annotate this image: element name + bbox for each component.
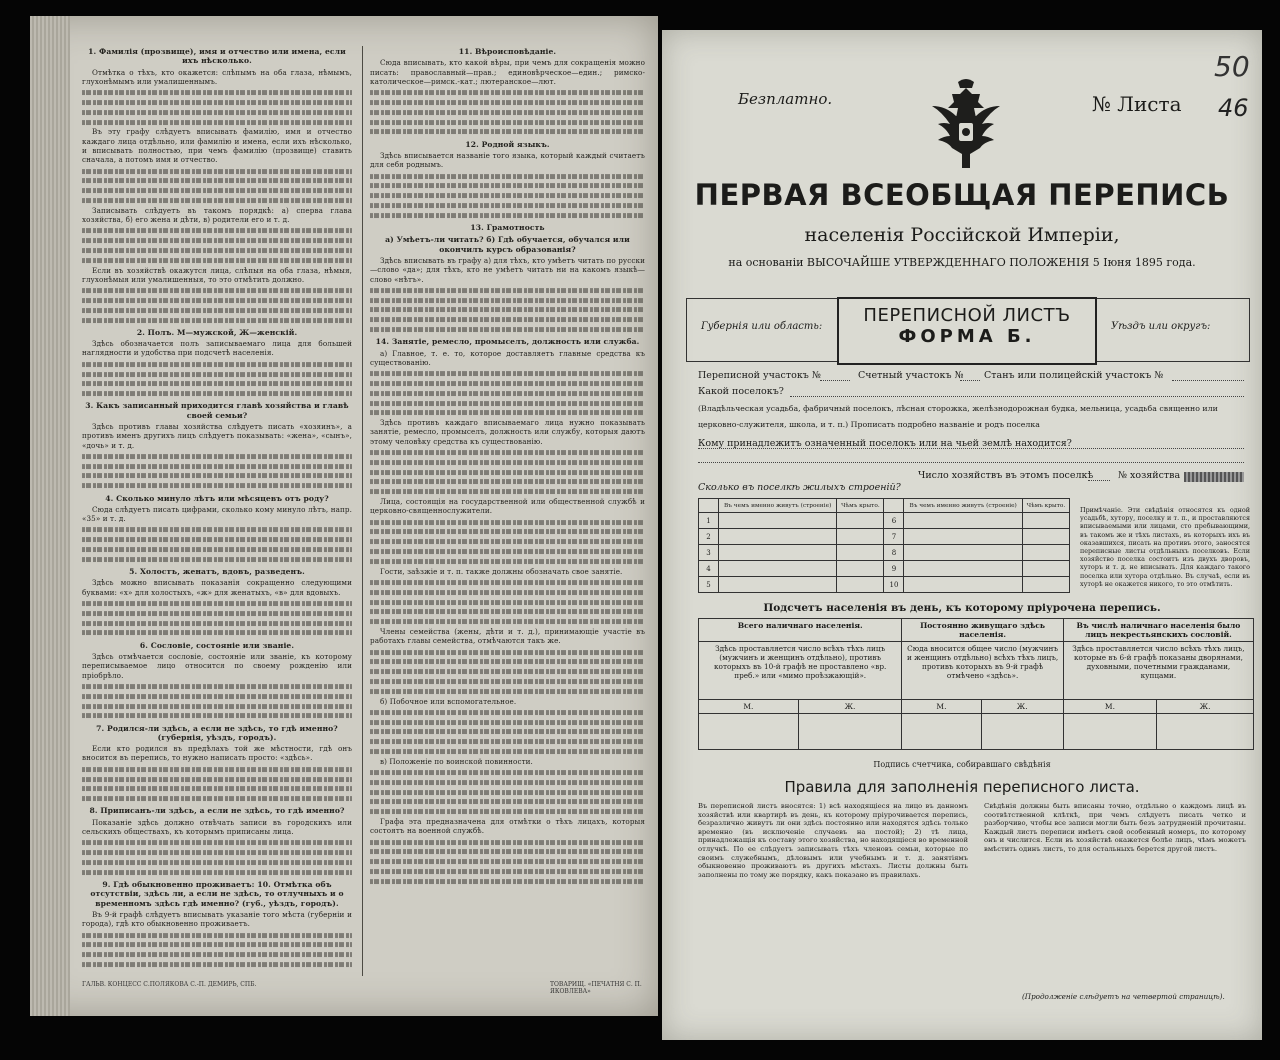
- small-print-line: [82, 308, 352, 313]
- section-heading: 1. Фамилія (прозвище), имя и отчество или имена, если ихъ нѣсколько.: [88, 47, 346, 66]
- population-count-table: [698, 618, 1254, 750]
- small-print-line: [82, 870, 352, 875]
- section-text: Здѣсь вписывать въ графу а) для тѣхъ, кто умѣетъ читать по русски—слово «да»; для тѣхъ, кто не умѣетъ читать ни на какомъ языкѣ—слово «нѣтъ».: [370, 255, 645, 284]
- small-print-line: [370, 100, 645, 105]
- dwellings-row-number: 7: [884, 529, 904, 545]
- dwellings-cell[interactable]: [837, 545, 884, 561]
- section-text: Графа эта предназначена для отмѣтки о тѣхъ лицахъ, которыя состоятъ на военной службѣ.: [370, 817, 645, 836]
- dwellings-cell[interactable]: [719, 529, 837, 545]
- small-print-line: [370, 110, 645, 115]
- non-peasant-male-cell[interactable]: [1063, 714, 1156, 750]
- small-print-line: [370, 659, 645, 664]
- dwellings-row-number: 4: [699, 561, 719, 577]
- dwellings-head-roof-2: Чѣмъ крыто.: [1022, 499, 1069, 513]
- settlement-hint-2: церковно-служителя, школа, и т. п.) Прописать подробно названіе и родъ поселка: [698, 420, 1040, 429]
- section-text: Сюда вписывать, кто какой вѣры, при чемъ для сокращенія можно писать: православный—прав.; единовѣрческое—един.; римско-католическое—римск.-кат.; лютеранское—лют.: [370, 58, 645, 86]
- dwellings-cell[interactable]: [837, 577, 884, 593]
- non-peasant-head: Въ числѣ наличнаго населенія было лицъ некрестьянскихъ сословій.: [1063, 619, 1253, 642]
- section-heading: 5. Холостъ, женатъ, вдовъ, разведенъ.: [129, 567, 305, 577]
- county-label: Уѣздъ или округъ:: [1111, 321, 1211, 332]
- dwellings-row-number: 10: [884, 577, 904, 593]
- small-print-line: [370, 580, 645, 585]
- dwellings-row-number: 5: [699, 577, 719, 593]
- small-print-line: [370, 120, 645, 125]
- dwellings-cell[interactable]: [1022, 529, 1069, 545]
- dwellings-cell[interactable]: [904, 561, 1022, 577]
- small-print-line: [370, 470, 645, 475]
- household-number-field: № хозяйства: [1118, 470, 1181, 481]
- small-print-line: [370, 710, 645, 715]
- province-label: Губернія или область:: [701, 321, 823, 332]
- small-print-line: [82, 840, 352, 845]
- census-sheet-label: ПЕРЕПИСНОЙ ЛИСТЪ: [863, 305, 1071, 326]
- small-print-line: [82, 169, 352, 174]
- section-heading: а) Умѣетъ-ли читать? б) Гдѣ обучается, обучался или окончилъ курсъ образованія?: [385, 235, 630, 254]
- section-heading: 2. Полъ. М—мужской, Ж—женскій.: [136, 327, 298, 337]
- count-district-line: [960, 380, 980, 381]
- small-print-line: [370, 850, 645, 855]
- small-print-line: [370, 869, 645, 874]
- rules-title: Правила для заполненія переписного листа.: [784, 778, 1140, 796]
- small-print-line: [82, 962, 352, 967]
- small-print-line: [82, 933, 352, 938]
- dwellings-cell[interactable]: [837, 513, 884, 529]
- small-print-line: [370, 381, 645, 386]
- small-print-line: [82, 942, 352, 947]
- census-form-page: [662, 30, 1262, 1040]
- dwellings-row: [699, 561, 1070, 577]
- male-label: М.: [699, 700, 799, 714]
- small-print-line: [82, 537, 352, 542]
- total-population-head: Всего наличнаго населенія.: [699, 619, 902, 642]
- dwellings-cell[interactable]: [1022, 561, 1069, 577]
- small-print-line: [370, 609, 645, 614]
- small-print-line: [82, 483, 352, 488]
- left-text-column-2: [370, 44, 645, 887]
- small-print-line: [82, 90, 352, 95]
- small-print-line: [82, 381, 352, 386]
- total-male-cell[interactable]: [699, 714, 799, 750]
- dwellings-cell[interactable]: [904, 513, 1022, 529]
- dwellings-head-building-2: Въ чемъ именно живутъ (строеніе): [904, 499, 1022, 513]
- small-print-line: [370, 809, 645, 814]
- small-print-line: [370, 489, 645, 494]
- household-number-stamp: [1184, 472, 1244, 482]
- small-print-line: [370, 450, 645, 455]
- police-station-line: [1172, 380, 1244, 381]
- dwellings-question: Сколько въ поселкѣ жилыхъ строеній?: [698, 482, 901, 493]
- small-print-line: [370, 739, 645, 744]
- form-type-box: [837, 297, 1097, 365]
- small-print-line: [370, 650, 645, 655]
- small-print-line: [370, 327, 645, 332]
- small-print-line: [82, 238, 352, 243]
- small-print-line: [82, 557, 352, 562]
- section-text: Показаніе здѣсь должно отвѣчать записи въ городскихъ или сельскихъ обществахъ, къ которымъ приписаны лица.: [82, 817, 352, 837]
- dwellings-cell[interactable]: [837, 529, 884, 545]
- small-print-line: [370, 619, 645, 624]
- settlement-line: [790, 396, 1244, 397]
- form-b-label: ФОРМА Б.: [898, 326, 1036, 347]
- column-divider: [362, 46, 363, 976]
- page-stack-edge: [30, 16, 70, 1016]
- small-print-line: [82, 631, 352, 636]
- dwellings-cell[interactable]: [1022, 577, 1069, 593]
- region-header-box: [686, 298, 1250, 362]
- small-print-line: [370, 298, 645, 303]
- section-text: Гости, заѣзжіе и т. п. также должны обозначать свое занятіе.: [380, 566, 623, 576]
- small-print-line: [370, 840, 645, 845]
- small-print-line: [370, 129, 645, 134]
- small-print-line: [82, 110, 352, 115]
- small-print-line: [82, 796, 352, 801]
- section-text: Здѣсь отмѣчается сословіе, состояніе или званіе, къ которому переписываемое лицо относится по своему рожденію или пріобрѣло.: [82, 652, 352, 680]
- small-print-line: [370, 90, 645, 95]
- dwellings-row: [699, 529, 1070, 545]
- small-print-line: [370, 391, 645, 396]
- small-print-line: [82, 621, 352, 626]
- small-print-line: [82, 372, 352, 377]
- small-print-line: [82, 120, 352, 125]
- small-print-line: [82, 547, 352, 552]
- small-print-line: [370, 729, 645, 734]
- small-print-line: [82, 611, 352, 616]
- dwellings-table: [698, 498, 1070, 593]
- small-print-line: [82, 786, 352, 791]
- section-text: Записывать слѣдуетъ въ такомъ порядкѣ: а) сперва глава хозяйства, б) его жена и дѣти, в) родители его и т. д.: [82, 205, 352, 225]
- section-heading: 4. Сколько минуло лѣтъ или мѣсяцевъ отъ роду?: [105, 493, 329, 503]
- permanent-female-cell[interactable]: [981, 714, 1063, 750]
- small-print-line: [82, 713, 352, 718]
- small-print-line: [370, 669, 645, 674]
- section-text: Въ 9-й графѣ слѣдуетъ вписывать указаніе того мѣста (губерніи и города), гдѣ кто обыкновенно проживаетъ.: [82, 909, 352, 929]
- small-print-line: [82, 464, 352, 469]
- dwellings-cell[interactable]: [904, 545, 1022, 561]
- enumerator-signature-label: Подпись счетчика, собиравшаго свѣдѣнія: [873, 760, 1051, 769]
- dwellings-cell[interactable]: [719, 561, 837, 577]
- section-text: Члены семейства (жены, дѣти и т. д.), принимающіе участіе въ работахъ главы семейства, отмѣчаются такъ же.: [370, 626, 645, 646]
- dwellings-row-number: 2: [699, 529, 719, 545]
- small-print-line: [82, 362, 352, 367]
- small-print-line: [370, 539, 645, 544]
- small-print-line: [82, 952, 352, 957]
- small-print-line: [370, 401, 645, 406]
- total-population-desc: Здѣсь проставляется число всѣхъ тѣхъ лицъ (мужчинъ и женщинъ отдѣльно), противъ которыхъ въ 10-й графѣ не проставлено «вр. преб.» или «мимо проѣзжающій».: [699, 642, 902, 700]
- small-print-line: [82, 850, 352, 855]
- small-print-line: [370, 317, 645, 322]
- dwellings-cell[interactable]: [1022, 513, 1069, 529]
- small-print-line: [370, 174, 645, 179]
- section-heading: 8. Приписанъ-ли здѣсь, а если не здѣсь, то гдѣ именно?: [89, 806, 345, 816]
- population-count-title: Подсчетъ населенія въ день, къ которому пріурочена перепись.: [763, 602, 1161, 614]
- small-print-line: [82, 288, 352, 293]
- female-label: Ж.: [798, 700, 902, 714]
- small-print-line: [370, 371, 645, 376]
- small-print-line: [370, 520, 645, 525]
- female-label: Ж.: [981, 700, 1063, 714]
- small-print-line: [370, 559, 645, 564]
- section-heading: 12. Родной языкъ.: [465, 139, 550, 149]
- non-peasant-desc: Здѣсь проставляется число всѣхъ тѣхъ лицъ, которые въ 6-й графѣ показаны дворянами, духовными, почетными гражданами, купцами.: [1063, 642, 1253, 700]
- small-print-line: [82, 228, 352, 233]
- small-print-line: [370, 600, 645, 605]
- small-print-line: [82, 258, 352, 263]
- small-print-line: [82, 704, 352, 709]
- small-print-line: [82, 528, 352, 533]
- dwellings-row: [699, 513, 1070, 529]
- small-print-line: [370, 308, 645, 313]
- dwellings-cell[interactable]: [904, 577, 1022, 593]
- section-heading: 11. Вѣроисповѣданіе.: [458, 47, 557, 56]
- small-print-line: [370, 193, 645, 198]
- dwellings-note: Примѣчаніе. Эти свѣдѣнія относятся къ одной усадьбѣ, хутору, поселку и т. п., и проставляются вписываемыми или лицами, сто пребывающими, въ такомъ же и тѣхъ листахъ, въ которыхъ ихъ въ оказавшихся, писать на противъ этого, заносятся переписные листы отдѣльныхъ поселковъ. Если хозяйство поселка состоитъ изъ двухъ дворовъ, хуторъ и т. д. не вписывать. Для каждаго такого поселка или хутора отдѣльно. Въ случаѣ, если въ хуторѣ не окажется никого, то это отмѣтить.: [1080, 506, 1250, 588]
- count-district-field: Счетный участокъ №: [858, 370, 964, 381]
- police-station-field: Станъ или полицейскій участокъ №: [984, 370, 1164, 381]
- handwritten-top-number: 50: [1214, 50, 1250, 83]
- small-print-line: [370, 770, 645, 775]
- small-print-line: [82, 860, 352, 865]
- left-text-column-1: [82, 44, 352, 970]
- small-print-line: [82, 694, 352, 699]
- section-text: Здѣсь вписывается названіе того языка, который каждый считаетъ для себя роднымъ.: [370, 150, 645, 170]
- dwellings-row-number: 8: [884, 545, 904, 561]
- section-heading: 3. Какъ записанный приходится главѣ хозяйства и главѣ своей семьи?: [85, 401, 349, 420]
- section-text: Здѣсь противъ главы хозяйства слѣдуетъ писать «хозяинъ», а противъ именъ другихъ лицъ слѣдуетъ показывать: «жена», «сынъ», «дочь» и т. д.: [82, 421, 352, 450]
- section-heading: 7. Родился-ли здѣсь, а если не здѣсь, то гдѣ именно? (губернія, уѣздъ, городъ).: [96, 723, 338, 742]
- small-print-line: [82, 474, 352, 479]
- small-print-line: [370, 790, 645, 795]
- section-heading: 13. Грамотность: [470, 223, 545, 233]
- dwellings-row: [699, 577, 1070, 593]
- small-print-line: [370, 549, 645, 554]
- total-female-cell[interactable]: [798, 714, 902, 750]
- small-print-line: [370, 213, 645, 218]
- male-label: М.: [1063, 700, 1156, 714]
- female-label: Ж.: [1157, 700, 1254, 714]
- handwritten-sheet-number: 46: [1218, 94, 1249, 122]
- dwellings-head-roof: Чѣмъ крыто.: [837, 499, 884, 513]
- census-district-field: Переписной участокъ №: [698, 370, 821, 381]
- owner-line: [698, 462, 1244, 463]
- form-subtitle: населенія Россійской Имперіи,: [804, 224, 1120, 246]
- households-line: [1088, 480, 1110, 481]
- small-print-line: [370, 480, 645, 485]
- small-print-line: [82, 100, 352, 105]
- settlement-field: Какой поселокъ?: [698, 386, 784, 397]
- section-text: Сюда слѣдуетъ писать цифрами, сколько кому минуло лѣтъ, напр. «35» и т. д.: [82, 504, 352, 524]
- small-print-line: [82, 601, 352, 606]
- dwellings-cell[interactable]: [904, 529, 1022, 545]
- permanent-male-cell[interactable]: [902, 714, 981, 750]
- continuation-note: (Продолженіе слѣдуетъ на четвертой страницѣ).: [1022, 992, 1225, 1001]
- section-text: в) Положеніе по воинской повинности.: [380, 756, 533, 766]
- settlement-hint: (Владѣльческая усадьба, фабричный поселокъ, лѣсная сторожка, желѣзнодорожная будка, мельница, усадьба священно или: [698, 404, 1218, 413]
- small-print-line: [82, 777, 352, 782]
- small-print-line: [82, 248, 352, 253]
- small-print-line: [82, 454, 352, 459]
- permanent-population-desc: Сюда вносится общее число (мужчинъ и женщинъ отдѣльно) всѣхъ тѣхъ лицъ, противъ которыхъ въ 9-й графѣ отмѣчено «здѣсь».: [902, 642, 1064, 700]
- dwellings-row-number: 3: [699, 545, 719, 561]
- section-text: а) Главное, т. е. то, которое доставляетъ главные средства къ существованію.: [370, 348, 645, 367]
- small-print-line: [370, 183, 645, 188]
- small-print-line: [82, 178, 352, 183]
- small-print-line: [82, 198, 352, 203]
- small-print-line: [370, 800, 645, 805]
- dwellings-row: [699, 545, 1070, 561]
- non-peasant-female-cell[interactable]: [1157, 714, 1254, 750]
- small-print-line: [370, 689, 645, 694]
- form-main-title: ПЕРВАЯ ВСЕОБЩАЯ ПЕРЕПИСЬ: [694, 178, 1230, 212]
- small-print-line: [82, 298, 352, 303]
- section-heading: 6. Сословіе, состояніе или званіе.: [139, 640, 295, 650]
- dwellings-head-building: Въ чемъ именно живутъ (строеніе): [719, 499, 837, 513]
- section-text: Здѣсь можно вписывать показанія сокращенно следующими буквами: «х» для холостыхъ, «ж» для женатыхъ, «в» для вдовыхъ.: [82, 578, 352, 597]
- dwellings-row-number: 1: [699, 513, 719, 529]
- section-text: Здѣсь обозначается полъ записываемаго лица для большей наглядности и удобства при подсчетѣ населенія.: [82, 339, 352, 358]
- rules-column-2: Свѣдѣнія должны быть вписаны точно, отдѣльно о каждомъ лицѣ въ соотвѣтственной клѣткѣ, при чемъ слѣдуетъ писать четко и разборчиво, чтобы все записи могли быть безъ затрудненій прочитаны. Каждый листъ переписи имѣетъ свой особенный номеръ, по которому онъ и числится. Если въ хозяйствѣ окажется болѣе лицъ, чѣмъ можетъ вмѣстить одинъ листъ, то для остальныхъ берется другой листъ.: [984, 802, 1246, 853]
- section-text: Здѣсь противъ каждаго вписываемаго лица нужно показывать занятіе, ремесло, промыселъ, должность или службу, которыя даютъ этому человѣку средства къ существованію.: [370, 418, 645, 446]
- section-heading: 14. Занятіе, ремесло, промыселъ, должность или служба.: [375, 337, 640, 347]
- small-print-line: [370, 879, 645, 884]
- dwellings-cell[interactable]: [837, 561, 884, 577]
- small-print-line: [370, 720, 645, 725]
- dwellings-cell[interactable]: [719, 577, 837, 593]
- dwellings-row-number: 9: [884, 561, 904, 577]
- dwellings-cell[interactable]: [719, 513, 837, 529]
- small-print-line: [82, 767, 352, 772]
- small-print-line: [370, 590, 645, 595]
- small-print-line: [370, 530, 645, 535]
- small-print-line: [370, 203, 645, 208]
- owner-field: Кому принадлежитъ означенный поселокъ или на чьей землѣ находится?: [698, 438, 1072, 449]
- small-print-line: [82, 684, 352, 689]
- small-print-line: [370, 288, 645, 293]
- small-print-line: [370, 859, 645, 864]
- section-text: Если въ хозяйствѣ окажутся лица, слѣпыя на оба глаза, нѣмыя, глухонѣмыя или умалишенныя, то это отмѣтить должно.: [82, 265, 352, 284]
- small-print-line: [82, 318, 352, 323]
- section-text: Если кто родился въ предѣлахъ той же мѣстности, гдѣ онъ вносится въ перепись, то нужно написать просто: «здѣсь».: [82, 744, 352, 763]
- rules-column-1: Въ переписной листъ вносятся: 1) всѣ находящіеся на лицо въ данномъ хозяйствѣ или квартирѣ въ день, къ которому пріурочивается перепись, безразлично живутъ ли они здѣсь постоянно или находятся здѣсь только временно (въ исключеніе случаевъ на постой); 2) тѣ лица, принадлежащія къ составу этого хозяйства, но находящіеся во временной отлучкѣ. По ее слѣдуетъ записывать тѣхъ членовъ семьи, которые по своимъ служебнымъ, дѣловымъ или учебнымъ и т. д. занятіямъ обыкновенно проживаютъ въ другихъ мѣстахъ. Листы должны быть заполнены по тому же порядку, какъ показано въ правилахъ.: [698, 802, 968, 879]
- imperial-eagle-icon: [924, 78, 1008, 174]
- section-heading: 9. Гдѣ обыкновенно проживаетъ: 10. Отмѣтка объ отсутствіи, здѣсь ли, а если не здѣсь, то отлучныхъ и о временномъ здѣсь гдѣ именно? (губ., уѣздъ, городъ).: [90, 880, 344, 908]
- small-print-line: [370, 749, 645, 754]
- left-page: [30, 16, 658, 1016]
- small-print-line: [82, 188, 352, 193]
- form-legal-basis: на основаніи ВЫСОЧАЙШЕ УТВЕРЖДЕННАГО ПОЛОЖЕНІЯ 5 Іюня 1895 года.: [728, 256, 1196, 269]
- sheet-number-label: № Листа: [1092, 92, 1182, 116]
- small-print-line: [370, 780, 645, 785]
- small-print-line: [370, 410, 645, 415]
- section-text: Отмѣтка о тѣхъ, кто окажется: слѣпымъ на оба глаза, нѣмымъ, глухонѣмымъ или умалишеннымъ.: [82, 67, 352, 86]
- dwellings-row-number: 6: [884, 513, 904, 529]
- free-of-charge-label: Безплатно.: [738, 90, 833, 108]
- section-text: Въ эту графу слѣдуетъ вписывать фамилію, имя и отчество каждаго лица отдѣльно, или фамилію и имена, если ихъ нѣсколько, и вписывать полностью, при чемъ фамилію (прозвище) ставить сначала, а потомъ имя и отчество.: [82, 127, 352, 165]
- section-text: Лица, состоящія на государственной или общественной службѣ и церковно-священнослужители.: [370, 497, 645, 516]
- small-print-line: [82, 391, 352, 396]
- printer-imprint-left: ГАЛЬВ. КОНЦЕСС С.ПОЛЯКОВА С.-П. ДЕМИРЬ, СПБ.: [82, 981, 257, 988]
- section-text: б) Побочное или вспомогательное.: [380, 696, 517, 706]
- dwellings-cell[interactable]: [1022, 545, 1069, 561]
- households-field: Число хозяйствъ въ этомъ поселкѣ: [918, 470, 1094, 481]
- small-print-line: [370, 460, 645, 465]
- small-print-line: [370, 679, 645, 684]
- census-district-line: [820, 380, 850, 381]
- male-label: М.: [902, 700, 981, 714]
- dwellings-cell[interactable]: [719, 545, 837, 561]
- printer-imprint-right: ТОВАРИЩ. «ПЕЧАТНЯ С. П. ЯКОВЛЕВА»: [550, 981, 642, 995]
- permanent-population-head: Постоянно живущаго здѣсь населенія.: [902, 619, 1064, 642]
